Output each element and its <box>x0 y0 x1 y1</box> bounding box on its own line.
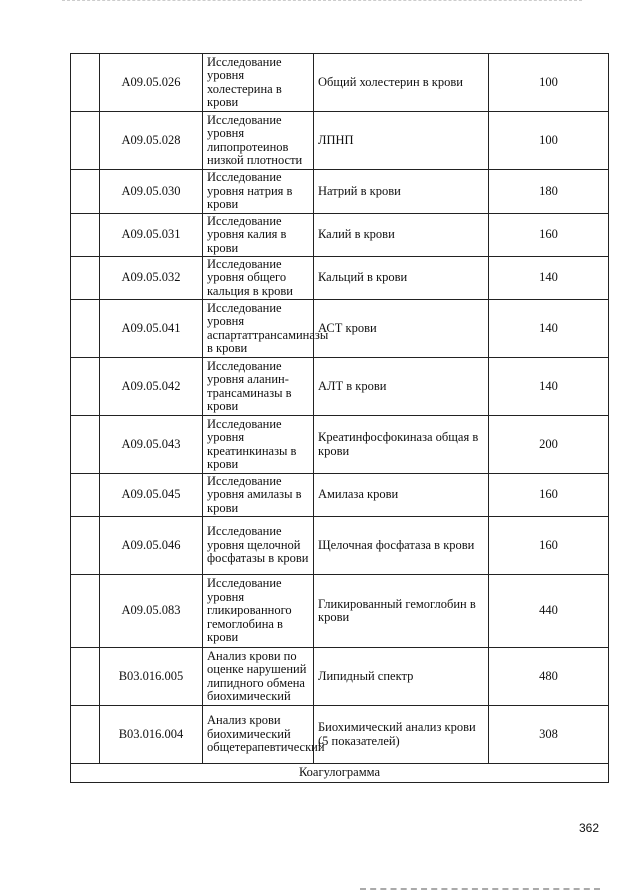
table-row <box>71 416 609 474</box>
service-description: Анализ крови биохимический общетерапевтический <box>203 706 314 764</box>
service-code: A09.05.030 <box>100 170 203 214</box>
table-row <box>71 648 609 706</box>
service-price: 440 <box>489 575 609 648</box>
row-number-cell <box>71 54 100 112</box>
row-number-cell <box>71 648 100 706</box>
row-number-cell <box>71 112 100 170</box>
page-number: 362 <box>578 821 599 835</box>
service-description: Исследование уровня аланин-трансаминазы в крови <box>203 358 314 416</box>
service-code: A09.05.045 <box>100 474 203 517</box>
service-name: Щелочная фосфатаза в крови <box>314 517 489 575</box>
row-number-cell <box>71 517 100 575</box>
service-name: Креатинфосфокиназа общая в крови <box>314 416 489 474</box>
service-name: Гликированный гемоглобин в крови <box>314 575 489 648</box>
table-row <box>71 214 609 257</box>
service-code: B03.016.004 <box>100 706 203 764</box>
service-code: A09.05.026 <box>100 54 203 112</box>
row-number-cell <box>71 170 100 214</box>
section-header-row <box>71 764 609 783</box>
service-name: Натрий в крови <box>314 170 489 214</box>
row-number-cell <box>71 214 100 257</box>
service-description: Исследование уровня амилазы в крови <box>203 474 314 517</box>
scan-artifact-bottom <box>360 885 600 890</box>
row-number-cell <box>71 257 100 300</box>
service-name: Кальций в крови <box>314 257 489 300</box>
service-name: Амилаза крови <box>314 474 489 517</box>
service-code: A09.05.032 <box>100 257 203 300</box>
service-price: 160 <box>489 474 609 517</box>
table-row <box>71 54 609 112</box>
row-number-cell <box>71 706 100 764</box>
service-price: 140 <box>489 300 609 358</box>
service-code: B03.016.005 <box>100 648 203 706</box>
service-name: Биохимический анализ крови (5 показателей) <box>314 706 489 764</box>
service-code: A09.05.041 <box>100 300 203 358</box>
table-row <box>71 170 609 214</box>
service-code: A09.05.031 <box>100 214 203 257</box>
table-row <box>71 300 609 358</box>
service-description: Исследование уровня натрия в крови <box>203 170 314 214</box>
service-name: Калий в крови <box>314 214 489 257</box>
service-name: АСТ крови <box>314 300 489 358</box>
service-code: A09.05.043 <box>100 416 203 474</box>
service-description: Исследование уровня липопротеинов низкой плотности <box>203 112 314 170</box>
service-price: 160 <box>489 517 609 575</box>
service-description: Исследование уровня общего кальция в крови <box>203 257 314 300</box>
service-name: АЛТ в крови <box>314 358 489 416</box>
service-price: 160 <box>489 214 609 257</box>
table-row <box>71 257 609 300</box>
service-name: Общий холестерин в крови <box>314 54 489 112</box>
service-description: Исследование уровня холестерина в крови <box>203 54 314 112</box>
service-price: 140 <box>489 358 609 416</box>
table-row <box>71 474 609 517</box>
service-name: ЛПНП <box>314 112 489 170</box>
row-number-cell <box>71 358 100 416</box>
service-description: Анализ крови по оценке нарушений липидного обмена биохимический <box>203 648 314 706</box>
service-code: A09.05.046 <box>100 517 203 575</box>
section-title: Коагулограмма <box>71 764 609 783</box>
row-number-cell <box>71 474 100 517</box>
table-row <box>71 706 609 764</box>
table-row <box>71 112 609 170</box>
scan-artifact-top <box>62 0 582 6</box>
service-code: A09.05.083 <box>100 575 203 648</box>
row-number-cell <box>71 300 100 358</box>
service-name: Липидный спектр <box>314 648 489 706</box>
service-description: Исследование уровня аспартаттрансаминазы в крови <box>203 300 314 358</box>
service-code: A09.05.042 <box>100 358 203 416</box>
table-row <box>71 575 609 648</box>
service-code: A09.05.028 <box>100 112 203 170</box>
service-price: 200 <box>489 416 609 474</box>
service-description: Исследование уровня щелочной фосфатазы в крови <box>203 517 314 575</box>
service-description: Исследование уровня гликированного гемоглобина в крови <box>203 575 314 648</box>
row-number-cell <box>71 575 100 648</box>
price-table <box>70 53 609 783</box>
service-description: Исследование уровня калия в крови <box>203 214 314 257</box>
service-price: 480 <box>489 648 609 706</box>
service-price: 100 <box>489 54 609 112</box>
table-row <box>71 517 609 575</box>
service-description: Исследование уровня креатинкиназы в крови <box>203 416 314 474</box>
service-price: 180 <box>489 170 609 214</box>
row-number-cell <box>71 416 100 474</box>
table-row <box>71 358 609 416</box>
service-price: 140 <box>489 257 609 300</box>
service-price: 308 <box>489 706 609 764</box>
service-price: 100 <box>489 112 609 170</box>
